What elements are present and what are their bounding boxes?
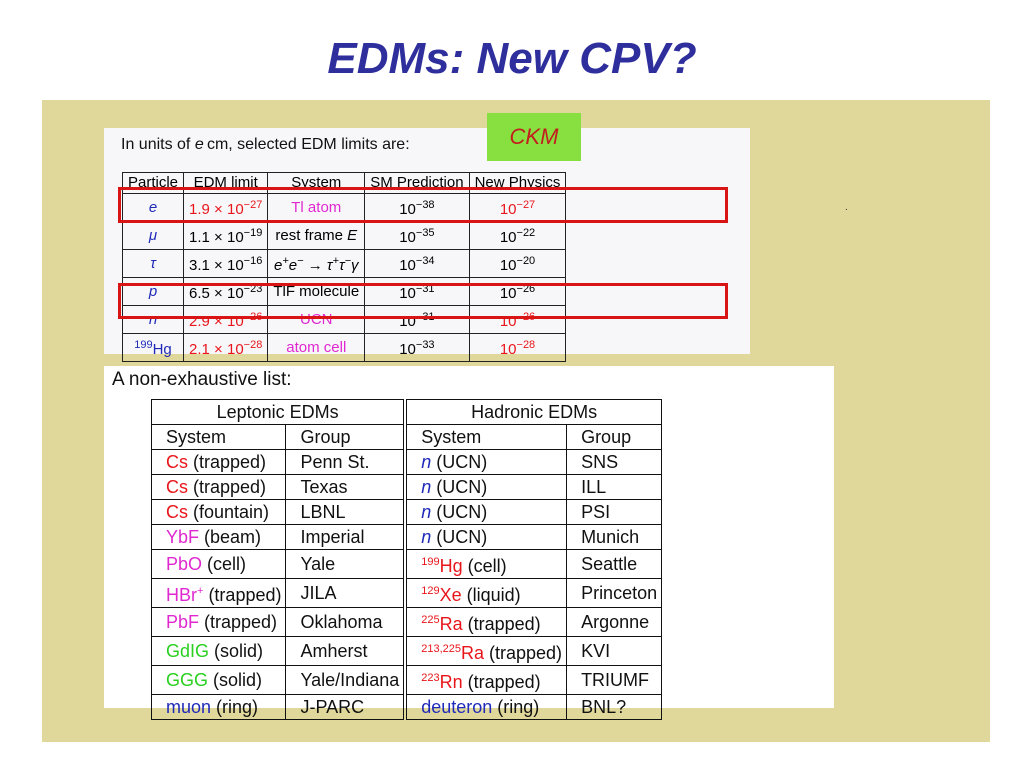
mass-number: 223: [421, 672, 440, 684]
particle-cell: n: [123, 306, 184, 334]
hadronic-system-cell: [405, 666, 566, 695]
particle-cell: $^{199}$Hg: [123, 334, 184, 362]
species-detail: (fountain): [188, 502, 270, 522]
limit-cell: $2.9 \times 10^{-26}$: [184, 306, 268, 334]
hadronic-group-cell: SNS: [567, 450, 662, 475]
species-detail: (solid): [209, 641, 264, 661]
mass-number: 129: [421, 585, 440, 597]
col-system-leptonic: System: [152, 425, 286, 450]
leptonic-system-cell: [152, 500, 286, 525]
particle-cell: μ: [123, 222, 184, 250]
sm-cell: $10^{-35}$: [365, 222, 469, 250]
hadronic-group-cell: Seattle: [567, 550, 662, 579]
highlight-box-electron: [118, 187, 728, 223]
hadronic-group-cell: Munich: [567, 525, 662, 550]
leptonic-header: Leptonic EDMs: [152, 400, 406, 425]
particle-cell: e: [123, 194, 184, 222]
species-detail: (trapped): [188, 452, 267, 472]
hadronic-system-cell: [405, 450, 566, 475]
species-name: GdIG: [166, 641, 210, 661]
species-name: Ra: [439, 614, 463, 634]
species-name: muon: [166, 697, 212, 717]
edm-row-tau: [123, 250, 566, 278]
hadronic-system-cell: [405, 579, 566, 608]
list-title: A non-exhaustive list:: [112, 369, 292, 390]
system-cell: Tl atom: [268, 194, 365, 222]
experiment-row: [152, 579, 662, 608]
species-name: Hg: [439, 556, 463, 576]
edm-row-muon: [123, 222, 566, 250]
sm-cell: $10^{-38}$: [365, 194, 469, 222]
unit-e: e: [194, 136, 204, 153]
hadronic-system-cell: [405, 475, 566, 500]
leptonic-group-cell: LBNL: [286, 500, 405, 525]
col-group-leptonic: Group: [286, 425, 405, 450]
species-detail: (solid): [208, 670, 263, 690]
leptonic-system-cell: [152, 450, 286, 475]
species-name: Rn: [439, 672, 463, 692]
col-system: System: [268, 173, 365, 194]
hadronic-system-cell: [405, 500, 566, 525]
species-detail: (trapped): [484, 643, 563, 663]
col-new-physics: New Physics: [469, 173, 566, 194]
leptonic-system-cell: [152, 525, 286, 550]
sm-cell: $10^{-34}$: [365, 250, 469, 278]
species-name: Xe: [439, 585, 462, 605]
particle-cell: τ: [123, 250, 184, 278]
mass-number: 199: [421, 556, 440, 568]
col-group-hadronic: Group: [567, 425, 662, 450]
species-detail: (UCN): [431, 477, 488, 497]
hadronic-system-cell: [405, 525, 566, 550]
np-cell: $10^{-26}$: [469, 306, 566, 334]
experiment-row: [152, 695, 662, 720]
hadronic-system-cell: [405, 637, 566, 666]
edm-experiments-table: [151, 399, 662, 720]
leptonic-system-cell: [152, 475, 286, 500]
hadronic-group-cell: PSI: [567, 500, 662, 525]
sm-cell: $10^{-31}$: [365, 278, 469, 306]
species-detail: (UCN): [431, 502, 488, 522]
experiments-header-row: [152, 400, 662, 425]
species-detail: (trapped): [462, 614, 541, 634]
system-cell: e+e− → τ+τ−γ: [268, 250, 365, 278]
hadronic-group-cell: ILL: [567, 475, 662, 500]
hadronic-system-cell: [405, 550, 566, 579]
species-name: PbF: [166, 612, 200, 632]
edm-intro-text: In units of e cm, selected EDM limits are:: [121, 136, 410, 153]
sm-cell: $10^{-31}$: [365, 306, 469, 334]
leptonic-group-cell: Yale: [286, 550, 405, 579]
leptonic-group-cell: Oklahoma: [286, 608, 405, 637]
species-name: Ra: [461, 643, 485, 663]
limit-cell: $3.1 \times 10^{-16}$: [184, 250, 268, 278]
experiment-row: [152, 550, 662, 579]
leptonic-system-cell: [152, 579, 286, 608]
species-detail: (trapped): [188, 477, 267, 497]
np-cell: $10^{-28}$: [469, 334, 566, 362]
leptonic-group-cell: Penn St.: [286, 450, 405, 475]
hadronic-header: Hadronic EDMs: [405, 400, 661, 425]
experiment-row: [152, 475, 662, 500]
experiment-row: [152, 637, 662, 666]
species-name: HBr+: [166, 585, 204, 605]
experiment-row: [152, 608, 662, 637]
np-cell: $10^{-26}$: [469, 278, 566, 306]
col-sm-prediction: SM Prediction: [365, 173, 469, 194]
leptonic-system-cell: [152, 695, 286, 720]
species-detail: (UCN): [431, 527, 488, 547]
edm-row-mercury: [123, 334, 566, 362]
hadronic-system-cell: [405, 695, 566, 720]
limit-cell: $1.1 \times 10^{-19}$: [184, 222, 268, 250]
experiment-row: [152, 500, 662, 525]
limit-cell: $2.1 \times 10^{-28}$: [184, 334, 268, 362]
particle-cell: p: [123, 278, 184, 306]
species-name: n: [421, 452, 432, 472]
species-name: GGG: [166, 670, 209, 690]
experiment-row: [152, 450, 662, 475]
np-cell: $10^{-22}$: [469, 222, 566, 250]
ckm-label: CKM: [487, 113, 581, 161]
leptonic-system-cell: [152, 637, 286, 666]
species-name: Cs: [166, 502, 188, 522]
leptonic-group-cell: Imperial: [286, 525, 405, 550]
species-detail: (cell): [202, 554, 247, 574]
species-name: YbF: [166, 527, 200, 547]
highlight-box-neutron: [118, 283, 728, 319]
hadronic-group-cell: TRIUMF: [567, 666, 662, 695]
hadronic-group-cell: BNL?: [567, 695, 662, 720]
species-name: PbO: [166, 554, 203, 574]
species-name: n: [421, 477, 432, 497]
species-detail: (trapped): [462, 672, 541, 692]
hadronic-group-cell: Princeton: [567, 579, 662, 608]
system-cell: UCN: [268, 306, 365, 334]
limit-cell: $1.9 \times 10^{-27}$: [184, 194, 268, 222]
system-cell: atom cell: [268, 334, 365, 362]
species-detail: (cell): [462, 556, 507, 576]
species-detail: (ring): [492, 697, 540, 717]
hadronic-group-cell: Argonne: [567, 608, 662, 637]
species-detail: (UCN): [431, 452, 488, 472]
species-detail: (beam): [199, 527, 262, 547]
leptonic-group-cell: Yale/Indiana: [286, 666, 405, 695]
np-cell: $10^{-20}$: [469, 250, 566, 278]
species-detail: (liquid): [461, 585, 521, 605]
col-particle: Particle: [123, 173, 184, 194]
leptonic-system-cell: [152, 666, 286, 695]
experiment-row: [152, 525, 662, 550]
species-name: Cs: [166, 477, 188, 497]
limit-cell: $6.5 \times 10^{-23}$: [184, 278, 268, 306]
mass-number: 213,225: [421, 643, 461, 655]
experiments-subheader-row: [152, 425, 662, 450]
leptonic-system-cell: [152, 608, 286, 637]
experiment-row: [152, 666, 662, 695]
mass-number: 225: [421, 614, 440, 626]
col-system-hadronic: System: [405, 425, 566, 450]
system-cell: rest frame E: [268, 222, 365, 250]
species-name: Cs: [166, 452, 188, 472]
system-cell: TlF molecule: [268, 278, 365, 306]
slide-title: EDMs: New CPV?: [327, 34, 697, 83]
species-detail: (ring): [211, 697, 259, 717]
hadronic-group-cell: KVI: [567, 637, 662, 666]
species-name: deuteron: [421, 697, 493, 717]
col-edm-limit: EDM limit: [184, 173, 268, 194]
leptonic-group-cell: JILA: [286, 579, 405, 608]
species-name: n: [421, 502, 432, 522]
np-cell: $10^{-27}$: [469, 194, 566, 222]
leptonic-group-cell: Amherst: [286, 637, 405, 666]
stray-dot: .: [845, 202, 848, 213]
leptonic-group-cell: Texas: [286, 475, 405, 500]
leptonic-group-cell: J-PARC: [286, 695, 405, 720]
sm-cell: $10^{-33}$: [365, 334, 469, 362]
leptonic-system-cell: [152, 550, 286, 579]
species-name: n: [421, 527, 432, 547]
species-detail: (trapped): [203, 585, 282, 605]
species-detail: (trapped): [199, 612, 278, 632]
hadronic-system-cell: [405, 608, 566, 637]
